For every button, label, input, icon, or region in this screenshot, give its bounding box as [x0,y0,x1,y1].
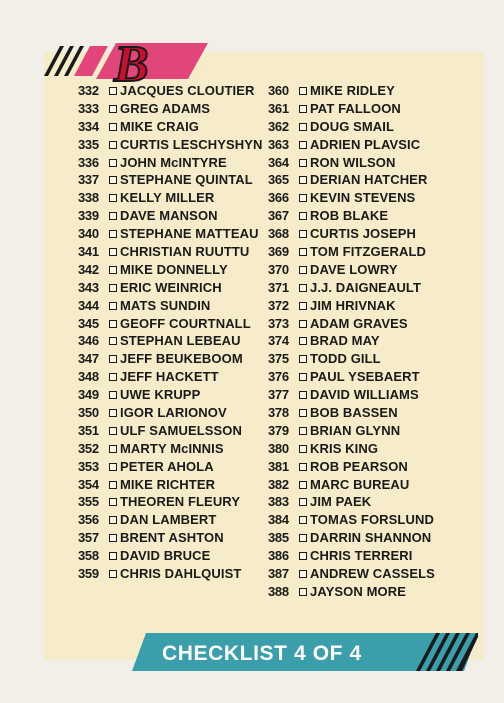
card-number: 345 [78,315,99,331]
checklist-entry [268,547,435,565]
checkbox[interactable] [109,391,117,399]
checkbox[interactable] [299,159,307,167]
player-name: J.J. DAIGNEAULT [310,279,422,295]
player-name: KRIS KING [310,440,379,456]
card-number: 366 [268,190,289,206]
card-number: 361 [268,100,289,116]
card-number: 356 [78,512,99,528]
card-number: 383 [268,494,289,510]
checkbox[interactable] [109,355,117,363]
card-number: 372 [268,297,289,313]
player-name: DAVID WILLIAMS [310,387,419,403]
checkbox[interactable] [109,87,117,95]
checkbox[interactable] [299,266,307,274]
checkbox[interactable] [109,463,117,471]
checkbox[interactable] [299,427,307,435]
checkbox[interactable] [109,373,117,381]
player-name: STEPHANE MATTEAU [120,226,259,242]
checklist-entry [268,154,435,172]
checkbox[interactable] [109,302,117,310]
checklist-entry [268,118,435,136]
checklist-entry [78,297,263,315]
player-name: RON WILSON [310,154,396,170]
checklist-entry [78,350,263,368]
player-name: CURTIS JOSEPH [310,226,417,242]
checkbox[interactable] [109,248,117,256]
checkbox[interactable] [109,552,117,560]
checkbox[interactable] [109,284,117,292]
checklist-entry [268,332,435,350]
checkbox[interactable] [109,230,117,238]
checklist-entry [268,171,435,189]
player-name: BOB BASSEN [310,405,398,421]
player-name: GREG ADAMS [120,100,211,116]
player-name: JIM PAEK [310,494,372,510]
card-number: 352 [78,440,99,456]
checklist-entry [268,565,435,583]
card-number: 387 [268,566,289,582]
checkbox[interactable] [299,391,307,399]
checklist-entry [78,136,263,154]
checklist-entry [268,458,435,476]
checkbox[interactable] [299,212,307,220]
checkbox[interactable] [299,463,307,471]
checklist-entry [268,529,435,547]
checklist-entry [268,386,435,404]
checkbox[interactable] [109,481,117,489]
checkbox[interactable] [299,87,307,95]
checklist-entry [78,386,263,404]
checklist-entry [78,511,263,529]
checklist-banner-text: CHECKLIST 4 OF 4 [162,642,362,665]
card-number: 335 [78,136,99,152]
checkbox[interactable] [109,498,117,506]
checkbox[interactable] [109,141,117,149]
checkbox[interactable] [109,570,117,578]
checklist-entry [268,511,435,529]
player-name: ROB PEARSON [310,458,408,474]
card-number: 350 [78,405,99,421]
checklist-entry [268,493,435,511]
checkbox[interactable] [299,588,307,596]
card-number: 379 [268,422,289,438]
card-number: 365 [268,172,289,188]
checkbox[interactable] [299,105,307,113]
checklist-entry [268,207,435,225]
card-number: 374 [268,333,289,349]
checklist-entry [268,297,435,315]
player-name: KELLY MILLER [120,190,215,206]
player-name: CHRIS TERRERI [310,548,413,564]
player-name: PAUL YSEBAERT [310,369,420,385]
player-name: DAVE MANSON [120,208,218,224]
card-number: 337 [78,172,99,188]
checkbox[interactable] [299,409,307,417]
checklist-entry [268,136,435,154]
checkbox[interactable] [109,337,117,345]
player-name: DAVE LOWRY [310,261,398,277]
player-name: BRIAN GLYNN [310,422,401,438]
player-name: CHRISTIAN RUUTTU [120,244,250,260]
card-number: 341 [78,244,99,260]
checklist-entry [78,529,263,547]
player-name: JOHN McINTYRE [120,154,227,170]
player-name: MIKE DONNELLY [120,261,228,277]
card-number: 375 [268,351,289,367]
player-name: BRAD MAY [310,333,380,349]
checklist-entry [78,171,263,189]
card-number: 348 [78,369,99,385]
checkbox[interactable] [109,123,117,131]
checkbox[interactable] [299,123,307,131]
checklist-entry [268,279,435,297]
player-name: ANDREW CASSELS [310,566,435,582]
checklist-entry [78,315,263,333]
checkbox[interactable] [299,194,307,202]
card-number: 381 [268,458,289,474]
checklist-right-column [268,82,435,601]
checklist-entry [78,189,263,207]
card-number: 351 [78,422,99,438]
checkbox[interactable] [109,320,117,328]
checklist-entry [268,422,435,440]
player-name: DAVID BRUCE [120,548,211,564]
player-name: MARC BUREAU [310,476,410,492]
card-number: 349 [78,387,99,403]
player-name: TOMAS FORSLUND [310,512,434,528]
card-number: 343 [78,279,99,295]
player-name: DOUG SMAIL [310,118,395,134]
card-number: 378 [268,405,289,421]
checklist-entry [78,261,263,279]
card-number: 373 [268,315,289,331]
checklist-entry [78,368,263,386]
player-name: MIKE RICHTER [120,476,216,492]
player-name: JEFF HACKETT [120,369,219,385]
player-name: JAYSON MORE [310,583,406,599]
player-name: JACQUES CLOUTIER [120,83,255,98]
checklist-entry [78,440,263,458]
checkbox[interactable] [299,445,307,453]
checkbox[interactable] [299,516,307,524]
player-name: BRENT ASHTON [120,530,224,546]
card-number: 380 [268,440,289,456]
checkbox[interactable] [299,355,307,363]
card-number: 385 [268,530,289,546]
card-number: 358 [78,548,99,564]
checkbox[interactable] [299,284,307,292]
checklist-entry [268,476,435,494]
brand-letter: B [114,36,149,87]
checkbox[interactable] [109,159,117,167]
checklist-entry [268,261,435,279]
checklist-entry [78,154,263,172]
player-name: ADAM GRAVES [310,315,408,331]
player-name: ROB BLAKE [310,208,389,224]
card-number: 386 [268,548,289,564]
card-number: 332 [78,83,99,98]
player-name: ADRIEN PLAVSIC [310,136,421,152]
player-name: DARRIN SHANNON [310,530,432,546]
card-number: 339 [78,208,99,224]
checkbox[interactable] [109,266,117,274]
checkbox[interactable] [109,516,117,524]
player-name: MIKE RIDLEY [310,83,395,98]
checkbox[interactable] [109,194,117,202]
checkbox[interactable] [299,552,307,560]
checkbox[interactable] [299,230,307,238]
checklist-entry [78,565,263,583]
player-name: JIM HRIVNAK [310,297,396,313]
player-name: STEPHAN LEBEAU [120,333,241,349]
card-number: 336 [78,154,99,170]
card-number: 364 [268,154,289,170]
checklist-entry [268,440,435,458]
card-number: 353 [78,458,99,474]
checklist-entry [78,118,263,136]
checkbox[interactable] [109,445,117,453]
card-number: 344 [78,297,99,313]
checklist-entry [268,243,435,261]
card-number: 377 [268,387,289,403]
card-number: 384 [268,512,289,528]
card-number: 354 [78,476,99,492]
checklist-entry [78,404,263,422]
player-name: JEFF BEUKEBOOM [120,351,243,367]
checkbox[interactable] [299,302,307,310]
card-number: 368 [268,226,289,242]
card-number: 370 [268,261,289,277]
checklist-entry [78,82,263,100]
player-name: CHRIS DAHLQUIST [120,566,242,582]
card-number: 376 [268,369,289,385]
checkbox[interactable] [109,176,117,184]
player-name: MIKE CRAIG [120,118,199,134]
checklist-entry [78,422,263,440]
checklist-entry [78,100,263,118]
checklist-entry [268,368,435,386]
checkbox[interactable] [299,141,307,149]
player-name: TOM FITZGERALD [310,244,426,260]
checkbox[interactable] [109,427,117,435]
checklist-entry [268,189,435,207]
checklist-entry [268,583,435,601]
checklist-entry [78,493,263,511]
player-name: CURTIS LESCHYSHYN [120,136,263,152]
checklist-entry [268,100,435,118]
player-name: IGOR LARIONOV [120,405,227,421]
card-number: 346 [78,333,99,349]
checkbox[interactable] [299,320,307,328]
card-number: 338 [78,190,99,206]
card-number: 347 [78,351,99,367]
card-number: 388 [268,583,289,599]
checklist-entry [78,243,263,261]
bowman-b-logo [96,35,208,87]
checkbox[interactable] [109,534,117,542]
player-name: PETER AHOLA [120,458,214,474]
player-name: THEOREN FLEURY [120,494,241,510]
checklist-entry [268,404,435,422]
card-number: 369 [268,244,289,260]
card-number: 371 [268,279,289,295]
checklist-entry [78,476,263,494]
card-number: 355 [78,494,99,510]
checklist-entry [78,332,263,350]
player-name: DERIAN HATCHER [310,172,428,188]
checklist-entry [268,315,435,333]
checklist-entry [268,82,435,100]
checklist-entry [268,350,435,368]
card-number: 333 [78,100,99,116]
player-name: STEPHANE QUINTAL [120,172,253,188]
player-name: UWE KRUPP [120,387,201,403]
player-name: MARTY McINNIS [120,440,224,456]
checklist-entry [268,225,435,243]
checklist-entry [78,207,263,225]
card-number: 363 [268,136,289,152]
checkbox[interactable] [299,534,307,542]
checkbox[interactable] [299,373,307,381]
card-number: 367 [268,208,289,224]
checkbox[interactable] [109,409,117,417]
checkbox[interactable] [109,105,117,113]
player-name: GEOFF COURTNALL [120,315,251,331]
player-name: ULF SAMUELSSON [120,422,243,438]
card-number: 342 [78,261,99,277]
checkbox[interactable] [299,498,307,506]
checklist-entry [78,225,263,243]
checklist-entry [78,458,263,476]
card-number: 334 [78,118,99,134]
checkbox[interactable] [109,212,117,220]
checkbox[interactable] [299,337,307,345]
checkbox[interactable] [299,570,307,578]
card-number: 340 [78,226,99,242]
player-name: KEVIN STEVENS [310,190,416,206]
card-number: 357 [78,530,99,546]
checkbox[interactable] [299,248,307,256]
player-name: ERIC WEINRICH [120,279,222,295]
card-number: 382 [268,476,289,492]
player-name: DAN LAMBERT [120,512,217,528]
checklist-entry [78,279,263,297]
card-number: 359 [78,566,99,582]
player-name: PAT FALLOON [310,100,401,116]
checkbox[interactable] [299,176,307,184]
card-number: 360 [268,83,289,98]
checklist-entry [78,547,263,565]
player-name: MATS SUNDIN [120,297,211,313]
checkbox[interactable] [299,481,307,489]
card-number: 362 [268,118,289,134]
player-name: TODD GILL [310,351,381,367]
checklist-left-column [78,82,263,583]
